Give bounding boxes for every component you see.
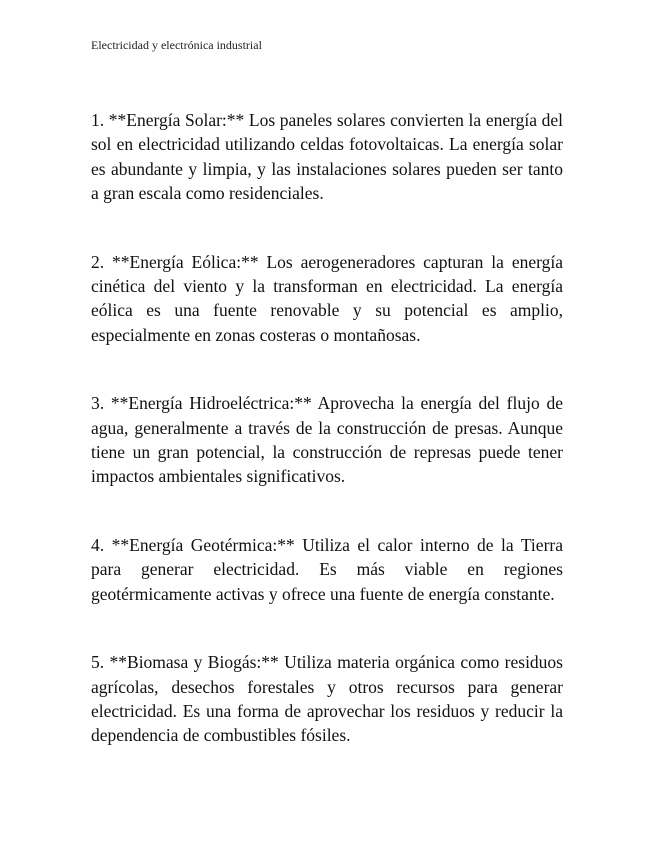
running-header: Electricidad y electrónica industrial xyxy=(91,38,262,52)
paragraph-biomasa: 5. **Biomasa y Biogás:** Utiliza materia orgánica como residuos agrícolas, desechos forestales y otros recursos para generar electricidad. Es una forma de aprovechar los residuos y reducir la dependencia de combustibles fósiles. xyxy=(91,652,563,746)
paragraph-hidroelectrica: 3. **Energía Hidroeléctrica:** Aprovecha la energía del flujo de agua, generalmente a través de la construcción de presas. Aunque tiene un gran potencial, la construcción de represas puede tener impactos ambientales significativos. xyxy=(91,393,563,487)
paragraph-eolica: 2. **Energía Eólica:** Los aerogeneradores capturan la energía cinética del viento y la transforman en electricidad. La energía eólica es una fuente renovable y su potencial es amplio, especialmente en zonas costeras o montañosas. xyxy=(91,251,563,345)
document-body xyxy=(91,108,563,792)
paragraph-solar: 1. **Energía Solar:** Los paneles solares convierten la energía del sol en electricidad utilizando celdas fotovoltaicas. La energía solar es abundante y limpia, y las instalaciones solares pueden ser tanto a gran escala como residenciales. xyxy=(91,110,563,204)
paragraph-geotermica: 4. **Energía Geotérmica:** Utiliza el calor interno de la Tierra para generar electricidad. Es más viable en regiones geotérmicamente activas y ofrece una fuente de energía constante. xyxy=(91,534,563,604)
